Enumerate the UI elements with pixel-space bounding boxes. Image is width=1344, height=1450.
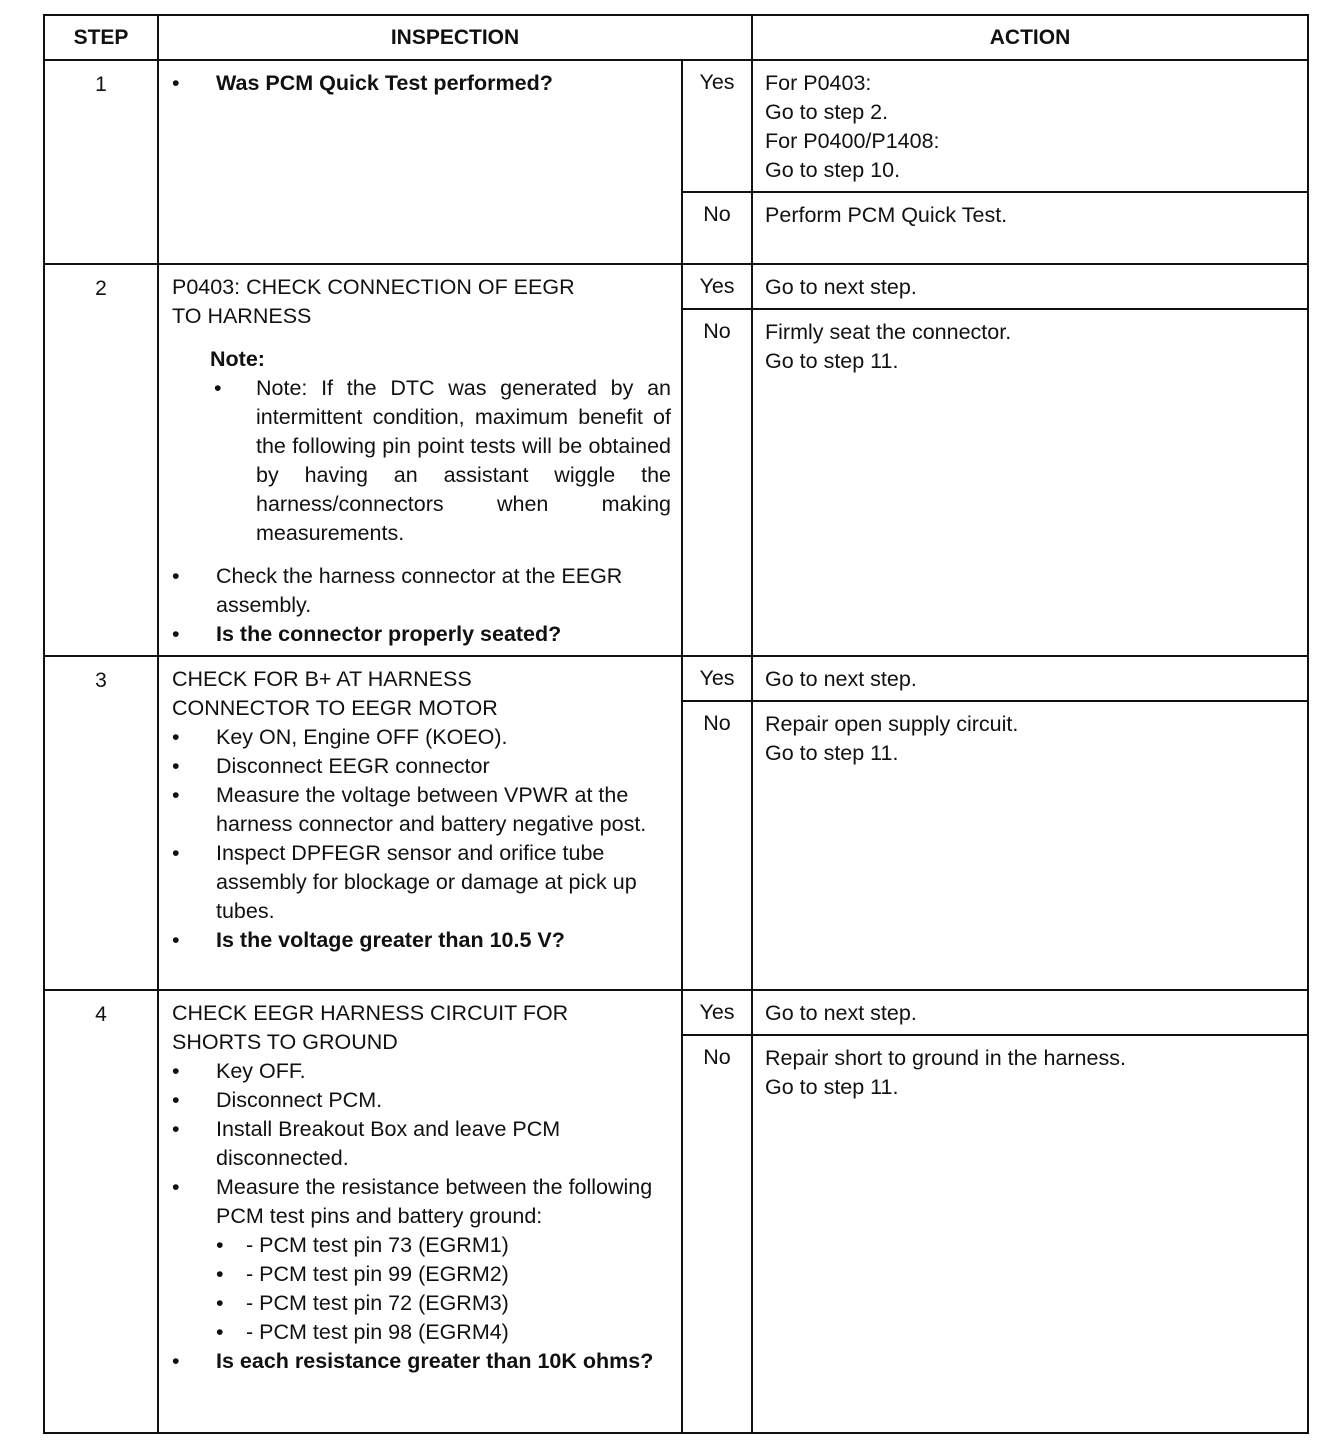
action-line: Repair short to ground in the harness. <box>765 1046 1126 1070</box>
step-number: 2 <box>44 264 158 656</box>
bullet-item: • Inspect DPFEGR sensor and orifice tube assembly for blockage or damage at pick up tubes. <box>172 839 671 926</box>
yes-label: Yes <box>682 990 752 1035</box>
step-number: 3 <box>44 656 158 990</box>
bullet-item: • Check the harness connector at the EEGR assembly. <box>172 562 671 620</box>
bullet-item: • Key ON, Engine OFF (KOEO). <box>172 723 671 752</box>
header-row <box>44 15 1308 60</box>
pin-item: • - PCM test pin 72 (EGRM3) <box>216 1289 671 1318</box>
step-title: CHECK FOR B+ AT HARNESS <box>172 667 472 691</box>
bullet-item: • Measure the voltage between VPWR at the harness connector and battery negative post. <box>172 781 671 839</box>
action-line: Go to next step. <box>765 1001 917 1025</box>
no-action <box>752 309 1308 656</box>
action-line: Go to next step. <box>765 275 917 299</box>
no-label: No <box>682 701 752 990</box>
step-title: CONNECTOR TO EEGR MOTOR <box>172 696 498 720</box>
step-3-inspection <box>158 656 682 990</box>
pin-item: • - PCM test pin 99 (EGRM2) <box>216 1260 671 1289</box>
header-inspection: INSPECTION <box>158 15 752 60</box>
action-line: For P0403: <box>765 71 872 95</box>
step-title: P0403: CHECK CONNECTION OF EEGR <box>172 275 575 299</box>
step-title: TO HARNESS <box>172 304 312 328</box>
step-number: 4 <box>44 990 158 1433</box>
bullet-item: • Disconnect PCM. <box>172 1086 671 1115</box>
no-action <box>752 1035 1308 1433</box>
pin-item: • - PCM test pin 73 (EGRM1) <box>216 1231 671 1260</box>
no-label: No <box>682 309 752 656</box>
step-2-inspection <box>158 264 682 656</box>
bullet-item: • Measure the resistance between the following PCM test pins and battery ground: <box>172 1173 671 1231</box>
header-action: ACTION <box>752 15 1308 60</box>
note-label: Note: <box>210 347 265 371</box>
question: • Is the connector properly seated? <box>172 620 671 649</box>
no-label: No <box>682 1035 752 1433</box>
question: • Was PCM Quick Test performed? <box>172 69 671 98</box>
pin-item: • - PCM test pin 98 (EGRM4) <box>216 1318 671 1347</box>
step-1-yes-row <box>44 60 1308 192</box>
no-label: No <box>682 192 752 264</box>
yes-label: Yes <box>682 656 752 701</box>
note-text: • Note: If the DTC was generated by an intermittent condition, maximum benefit of the following pin point tests will be obtained by having an assistant wiggle the harness/connectors when making measurements. <box>210 374 671 548</box>
question: • Is each resistance greater than 10K ohms? <box>172 1347 671 1376</box>
bullet-item: • Disconnect EEGR connector <box>172 752 671 781</box>
action-line: Firmly seat the connector. <box>765 320 1012 344</box>
action-line: Go to step 10. <box>765 158 901 182</box>
step-4-inspection <box>158 990 682 1433</box>
bullet-item: • Install Breakout Box and leave PCM disconnected. <box>172 1115 671 1173</box>
action-line: Repair open supply circuit. <box>765 712 1019 736</box>
no-action <box>752 192 1308 264</box>
action-line: Go to step 2. <box>765 100 889 124</box>
yes-action <box>752 990 1308 1035</box>
header-step: STEP <box>44 15 158 60</box>
yes-action <box>752 656 1308 701</box>
question: • Is the voltage greater than 10.5 V? <box>172 926 671 955</box>
step-4-yes-row <box>44 990 1308 1035</box>
no-action <box>752 701 1308 990</box>
yes-label: Yes <box>682 60 752 192</box>
action-line: Go to step 11. <box>765 1075 899 1099</box>
yes-action <box>752 60 1308 192</box>
action-line: For P0400/P1408: <box>765 129 940 153</box>
yes-action <box>752 264 1308 309</box>
yes-label: Yes <box>682 264 752 309</box>
bullet-item: • Key OFF. <box>172 1057 671 1086</box>
diagnostic-table <box>43 14 1309 1434</box>
step-title: CHECK EEGR HARNESS CIRCUIT FOR <box>172 1001 569 1025</box>
action-line: Perform PCM Quick Test. <box>765 203 1008 227</box>
action-line: Go to step 11. <box>765 349 899 373</box>
step-1-inspection <box>158 60 682 264</box>
step-number: 1 <box>44 60 158 264</box>
step-title: SHORTS TO GROUND <box>172 1030 398 1054</box>
action-line: Go to next step. <box>765 667 917 691</box>
step-3-yes-row <box>44 656 1308 701</box>
action-line: Go to step 11. <box>765 741 899 765</box>
step-2-yes-row <box>44 264 1308 309</box>
